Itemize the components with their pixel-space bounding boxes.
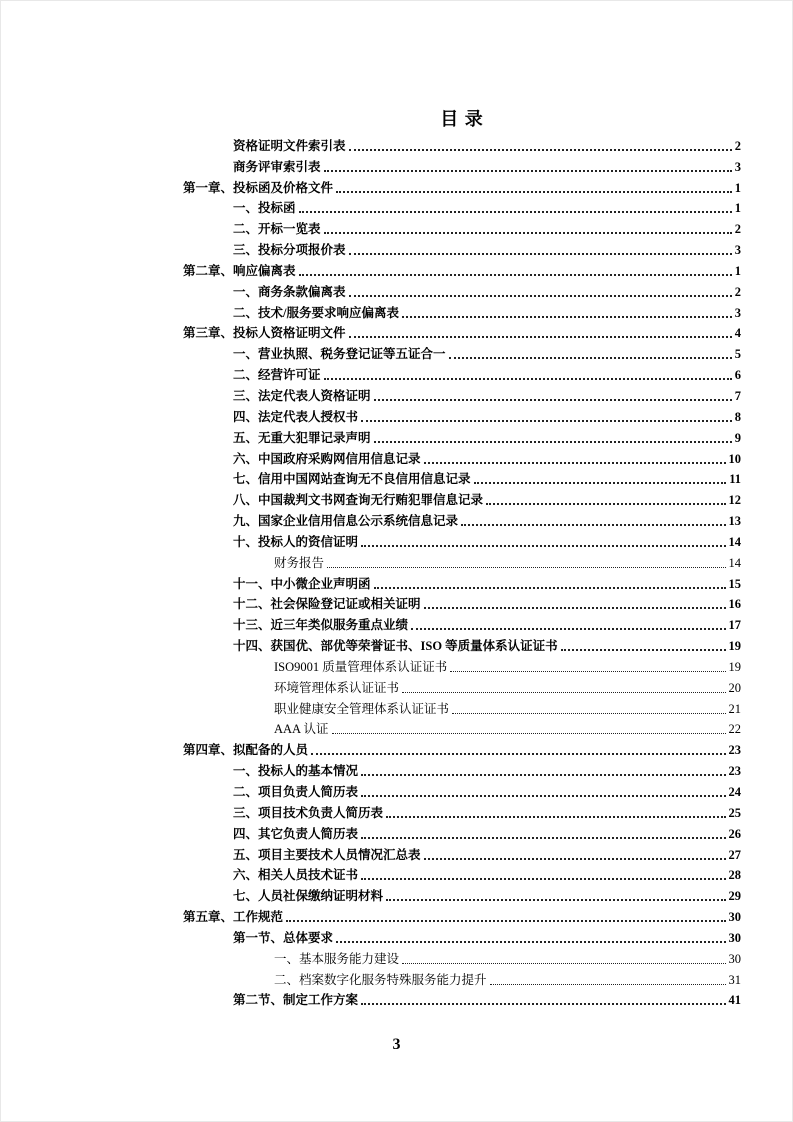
toc-entry — [183, 155, 741, 176]
toc-entry-title: 第一节、总体要求 — [233, 930, 334, 945]
toc-entry — [183, 176, 741, 197]
toc-dot-leader — [402, 316, 732, 318]
toc-entry-title: 第五章、工作规范 — [183, 910, 284, 925]
toc-entry-title: 三、投标分项报价表 — [233, 243, 346, 258]
toc-dot-leader — [490, 984, 726, 985]
toc-dot-leader — [449, 357, 732, 359]
toc-dot-leader — [486, 503, 725, 505]
toc-entry-title: AAA 认证 — [274, 722, 329, 737]
toc-entry-title: 八、中国裁判文书网查询无行贿犯罪信息记录 — [233, 493, 484, 508]
toc-dot-leader — [324, 232, 732, 234]
toc-entry-page-number: 10 — [728, 451, 741, 466]
toc-entry-page-number: 3 — [734, 243, 741, 258]
toc-dot-leader — [311, 753, 725, 755]
toc-dot-leader — [361, 878, 725, 880]
toc-dot-leader — [474, 482, 727, 484]
toc-entry-page-number: 14 — [728, 534, 741, 549]
toc-entry-title: 十、投标人的资信证明 — [233, 534, 359, 549]
toc-dot-leader — [324, 378, 732, 380]
toc-dot-leader — [349, 336, 732, 338]
toc-entry-title: 第四章、拟配备的人员 — [183, 743, 309, 758]
toc-entry-page-number: 11 — [729, 472, 741, 487]
toc-dot-leader — [336, 191, 732, 193]
toc-entry — [183, 884, 741, 905]
toc-entry-title: 四、法定代表人授权书 — [233, 409, 359, 424]
toc-entry — [183, 509, 741, 530]
toc-entry — [183, 342, 741, 363]
toc-entry-page-number: 1 — [734, 263, 741, 278]
toc-entry-title: 三、法定代表人资格证明 — [233, 388, 371, 403]
toc-entry — [183, 593, 741, 614]
toc-entry-page-number: 14 — [728, 555, 741, 570]
toc-entry-title: 五、项目主要技术人员情况汇总表 — [233, 847, 421, 862]
toc-dot-leader — [299, 274, 732, 276]
toc-entry — [183, 843, 741, 864]
toc-entry-page-number: 30 — [728, 951, 741, 966]
toc-entry-page-number: 3 — [734, 305, 741, 320]
toc-entry — [183, 968, 741, 989]
toc-entry-page-number: 13 — [728, 514, 741, 529]
toc-dot-leader — [349, 149, 732, 151]
toc-entry — [183, 217, 741, 238]
toc-entry-title: ISO9001 质量管理体系认证证书 — [274, 659, 448, 674]
toc-entry — [183, 301, 741, 322]
toc-entry-page-number: 27 — [728, 847, 741, 862]
toc-dot-leader — [324, 170, 732, 172]
toc-entry-title: 一、基本服务能力建设 — [274, 951, 400, 966]
toc-entry — [183, 801, 741, 822]
toc-entry-page-number: 22 — [728, 722, 741, 737]
toc-entry — [183, 780, 741, 801]
toc-entry — [183, 572, 741, 593]
toc-dot-leader — [361, 420, 732, 422]
toc-entry-title: 十一、中小微企业声明函 — [233, 576, 371, 591]
toc-entry-title: 四、其它负责人简历表 — [233, 826, 359, 841]
toc-entry — [183, 926, 741, 947]
toc-entry-page-number: 20 — [728, 680, 741, 695]
toc-dot-leader — [332, 733, 726, 734]
toc-dot-leader — [424, 462, 726, 464]
toc-entry-title: 三、项目技术负责人简历表 — [233, 805, 384, 820]
toc-entry — [183, 864, 741, 885]
toc-dot-leader — [386, 899, 725, 901]
toc-entry-title: 一、商务条款偏离表 — [233, 284, 346, 299]
toc-entry — [183, 551, 741, 572]
toc-dot-leader — [286, 920, 725, 922]
toc-entry-page-number: 4 — [734, 326, 741, 341]
toc-entry — [183, 488, 741, 509]
toc-entry — [183, 384, 741, 405]
toc-entry — [183, 426, 741, 447]
toc-entry-page-number: 19 — [728, 639, 741, 654]
toc-entry-title: 职业健康安全管理体系认证证书 — [274, 701, 450, 716]
toc-entry-page-number: 1 — [734, 180, 741, 195]
toc-entry-title: 五、无重大犯罪记录声明 — [233, 430, 371, 445]
toc-entry-page-number: 12 — [728, 493, 741, 508]
toc-entry-title: 一、投标函 — [233, 201, 296, 216]
toc-entry — [183, 738, 741, 759]
toc-entry-page-number: 26 — [728, 826, 741, 841]
toc-dot-leader — [374, 399, 732, 401]
toc-entry-page-number: 21 — [728, 701, 741, 716]
toc-entry-page-number: 29 — [728, 889, 741, 904]
toc-entry-title: 六、相关人员技术证书 — [233, 868, 359, 883]
toc-dot-leader — [349, 295, 732, 297]
toc-entry-page-number: 19 — [728, 659, 741, 674]
toc-entry-page-number: 5 — [734, 347, 741, 362]
toc-entry — [183, 718, 741, 739]
toc-entry — [183, 759, 741, 780]
toc-entry — [183, 613, 741, 634]
toc-entry-page-number: 6 — [734, 368, 741, 383]
toc-list — [183, 134, 741, 1009]
toc-entry — [183, 322, 741, 343]
toc-dot-leader — [327, 567, 725, 568]
toc-entry-title: 一、营业执照、税务登记证等五证合一 — [233, 347, 446, 362]
toc-dot-leader — [361, 1003, 725, 1005]
toc-entry-page-number: 1 — [734, 201, 741, 216]
toc-entry — [183, 947, 741, 968]
toc-dot-leader — [361, 837, 725, 839]
toc-dot-leader — [299, 211, 732, 213]
toc-entry-title: 二、档案数字化服务特殊服务能力提升 — [274, 972, 487, 987]
toc-dot-leader — [452, 713, 725, 714]
toc-entry-page-number: 15 — [728, 576, 741, 591]
toc-dot-leader — [461, 524, 725, 526]
toc-entry-page-number: 25 — [728, 805, 741, 820]
toc-entry-title: 七、信用中国网站查询无不良信用信息记录 — [233, 472, 471, 487]
toc-entry — [183, 280, 741, 301]
toc-entry-title: 商务评审索引表 — [233, 159, 321, 174]
toc-entry-title: 二、项目负责人简历表 — [233, 785, 359, 799]
toc-entry — [183, 363, 741, 384]
toc-dot-leader — [336, 941, 725, 943]
toc-entry-title: 第一章、投标函及价格文件 — [183, 180, 334, 195]
toc-entry-title: 第三章、投标人资格证明文件 — [183, 326, 346, 341]
toc-entry-title: 二、开标一览表 — [233, 222, 321, 237]
toc-entry-page-number: 41 — [728, 993, 741, 1008]
toc-entry-page-number: 31 — [728, 972, 741, 987]
toc-entry-title: 第二章、响应偏离表 — [183, 263, 296, 278]
toc-entry — [183, 447, 741, 468]
toc-entry-page-number: 9 — [734, 430, 741, 445]
toc-entry-title: 一、投标人的基本情况 — [233, 764, 359, 779]
toc-entry — [183, 634, 741, 655]
toc-entry — [183, 238, 741, 259]
toc-entry-title: 二、经营许可证 — [233, 368, 321, 383]
toc-entry-page-number: 8 — [734, 409, 741, 424]
toc-entry — [183, 676, 741, 697]
toc-entry-title: 十二、社会保险登记证或相关证明 — [233, 597, 421, 612]
toc-dot-leader — [424, 607, 726, 609]
toc-entry-title: 第二节、制定工作方案 — [233, 993, 359, 1008]
toc-dot-leader — [374, 441, 732, 443]
toc-entry — [183, 134, 741, 155]
toc-entry — [183, 197, 741, 218]
toc-entry-page-number: 17 — [728, 618, 741, 633]
toc-entry — [183, 468, 741, 489]
toc-entry-page-number: 16 — [728, 597, 741, 612]
toc-entry — [183, 989, 741, 1010]
toc-entry — [183, 259, 741, 280]
toc-entry-page-number: 2 — [734, 284, 741, 299]
toc-dot-leader — [361, 795, 725, 797]
toc-entry — [183, 822, 741, 843]
toc-entry-page-number: 7 — [734, 388, 741, 403]
toc-entry-page-number: 2 — [734, 138, 741, 153]
toc-entry-page-number: 28 — [728, 868, 741, 883]
toc-entry-title: 七、人员社保缴纳证明材料 — [233, 889, 384, 904]
toc-title: 目 录 — [440, 109, 484, 129]
toc-entry-page-number: 23 — [728, 764, 741, 779]
toc-dot-leader — [402, 692, 725, 693]
toc-entry — [183, 697, 741, 718]
toc-dot-leader — [361, 774, 725, 776]
toc-dot-leader — [561, 649, 726, 651]
toc-dot-leader — [402, 963, 725, 964]
toc-entry-page-number: 3 — [734, 159, 741, 174]
footer-page-number: 3 — [392, 1036, 401, 1053]
toc-entry-title: 六、中国政府采购网信用信息记录 — [233, 451, 421, 466]
toc-dot-leader — [386, 816, 725, 818]
toc-entry-page-number: 24 — [728, 785, 741, 799]
toc-entry-title: 环境管理体系认证证书 — [274, 680, 400, 695]
toc-entry — [183, 530, 741, 551]
toc-dot-leader — [411, 628, 725, 630]
toc-dot-leader — [424, 858, 726, 860]
toc-entry-title: 九、国家企业信用信息公示系统信息记录 — [233, 514, 459, 529]
toc-entry-title: 二、技术/服务要求响应偏离表 — [233, 305, 399, 320]
toc-entry-title: 十四、获国优、部优等荣誉证书、ISO 等质量体系认证证书 — [233, 639, 558, 654]
toc-dot-leader — [361, 545, 725, 547]
toc-entry — [183, 405, 741, 426]
toc-entry — [183, 655, 741, 676]
toc-dot-leader — [450, 671, 725, 672]
toc-dot-leader — [349, 253, 732, 255]
toc-entry-title: 资格证明文件索引表 — [233, 138, 346, 153]
toc-entry-page-number: 30 — [728, 910, 741, 925]
toc-entry-title: 财务报告 — [274, 555, 325, 570]
toc-dot-leader — [374, 587, 726, 589]
toc-entry-title: 十三、近三年类似服务重点业绩 — [233, 618, 409, 633]
toc-entry-page-number: 2 — [734, 222, 741, 237]
toc-entry-page-number: 30 — [728, 930, 741, 945]
toc-entry-page-number: 23 — [728, 743, 741, 758]
toc-entry — [183, 905, 741, 926]
